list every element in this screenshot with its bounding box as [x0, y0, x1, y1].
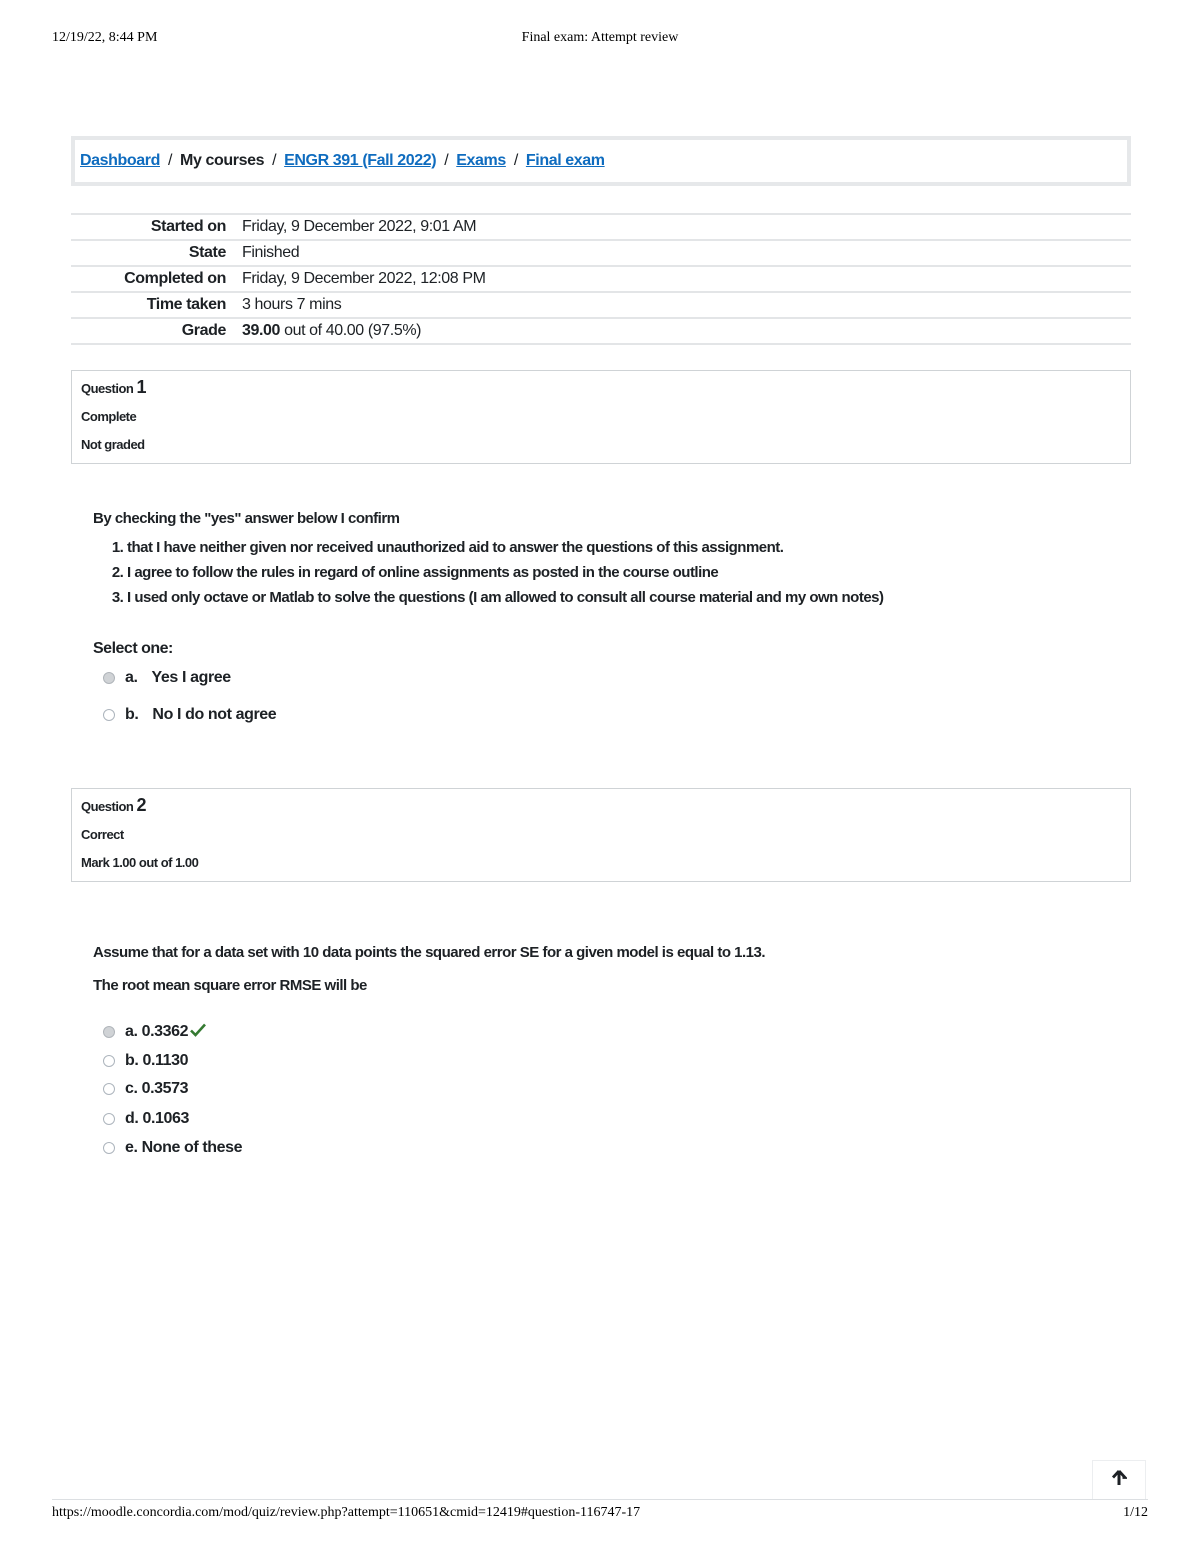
summary-label: Time taken	[146, 296, 226, 313]
print-url: https://moodle.concordia.com/mod/quiz/review.php?attempt=110651&cmid=12419#question-116747-17	[52, 1505, 641, 1520]
option-text: d. 0.1063	[125, 1110, 190, 1127]
question-2-heading	[81, 795, 146, 816]
question-1-heading	[81, 377, 146, 398]
option-text: c. 0.3573	[125, 1080, 189, 1097]
radio-button[interactable]	[103, 1026, 115, 1038]
attempt-summary-table	[71, 213, 1131, 345]
print-page-title: Final exam: Attempt review	[521, 30, 679, 45]
question-number: 1	[136, 377, 146, 397]
footer-divider	[52, 1499, 1148, 1500]
question-2-info	[71, 788, 1131, 882]
question-number: 2	[136, 795, 146, 815]
question-2-line-2: The root mean square error RMSE will be	[93, 977, 367, 994]
question-2-option-a[interactable]	[103, 1022, 206, 1042]
scroll-to-top-button[interactable]	[1092, 1460, 1146, 1500]
breadcrumb-final-exam[interactable]: Final exam	[525, 152, 605, 169]
option-letter: a.	[125, 669, 138, 686]
summary-value	[242, 318, 1131, 344]
summary-label: Completed on	[124, 270, 226, 287]
breadcrumb-my-courses: My courses	[180, 152, 265, 169]
question-label: Question	[81, 799, 134, 814]
question-2-line-1: Assume that for a data set with 10 data points the squared error SE for a given model is equal to 1.13.	[93, 944, 766, 961]
breadcrumb-separator: /	[272, 152, 277, 169]
question-1-option-a[interactable]	[103, 669, 231, 687]
option-text: a. 0.3362	[125, 1023, 189, 1040]
print-datetime: 12/19/22, 8:44 PM	[52, 30, 158, 45]
summary-value: Friday, 9 December 2022, 9:01 AM	[242, 218, 477, 235]
summary-value: Finished	[242, 244, 300, 261]
summary-row-started	[71, 214, 1131, 240]
radio-button[interactable]	[103, 672, 115, 684]
option-text: e. None of these	[125, 1139, 243, 1156]
breadcrumb-separator: /	[167, 152, 173, 169]
summary-value: 3 hours 7 mins	[242, 296, 342, 313]
summary-row-grade	[71, 318, 1131, 344]
question-2-option-e[interactable]	[103, 1139, 242, 1157]
question-2-option-c[interactable]	[103, 1080, 188, 1098]
question-2-option-d[interactable]	[103, 1110, 189, 1128]
radio-button[interactable]	[103, 709, 115, 721]
option-text: No I do not agree	[152, 706, 277, 723]
breadcrumb-container	[71, 136, 1131, 186]
arrow-up-icon	[1111, 1470, 1127, 1491]
grade-score: 39.00	[242, 322, 281, 339]
question-1-list	[93, 535, 884, 610]
summary-row-state	[71, 240, 1131, 266]
list-item: 2. I agree to follow the rules in regard of online assignments as posted in the course outline	[127, 560, 884, 585]
radio-button[interactable]	[103, 1142, 115, 1154]
option-text: b. 0.1130	[125, 1052, 189, 1069]
question-1-info	[71, 370, 1131, 464]
grade-out-of: out of 40.00 (97.5%)	[280, 322, 422, 339]
breadcrumb-exams[interactable]: Exams	[456, 152, 506, 169]
summary-row-completed	[71, 266, 1131, 292]
question-1-mark: Not graded	[81, 437, 145, 452]
question-label: Question	[81, 381, 134, 396]
question-2-text	[93, 936, 765, 1002]
list-item: 1. that I have neither given nor received unauthorized aid to answer the questions of this assignment.	[127, 535, 884, 560]
option-text: Yes I agree	[151, 669, 231, 686]
radio-button[interactable]	[103, 1083, 115, 1095]
summary-label: State	[188, 244, 226, 261]
summary-label: Started on	[150, 218, 226, 235]
breadcrumb-dashboard[interactable]: Dashboard	[80, 152, 160, 169]
breadcrumb-separator: /	[444, 152, 449, 169]
print-header	[52, 30, 1148, 50]
summary-label: Grade	[181, 322, 226, 339]
breadcrumb-separator: /	[513, 152, 518, 169]
breadcrumb-course[interactable]: ENGR 391 (Fall 2022)	[284, 152, 437, 169]
question-1-option-b[interactable]	[103, 706, 276, 724]
radio-button[interactable]	[103, 1055, 115, 1067]
radio-button[interactable]	[103, 1113, 115, 1125]
summary-row-time-taken	[71, 292, 1131, 318]
list-item: 3. I used only octave or Matlab to solve the questions (I am allowed to consult all course material and my own notes)	[127, 585, 884, 610]
question-1-text	[93, 510, 884, 610]
question-1-status: Complete	[81, 409, 137, 424]
question-1-intro: By checking the "yes" answer below I confirm	[93, 510, 400, 527]
question-2-mark: Mark 1.00 out of 1.00	[81, 855, 199, 870]
question-1-prompt: Select one:	[93, 640, 173, 657]
print-page-number: 1/12	[1123, 1505, 1148, 1520]
breadcrumb	[80, 152, 605, 170]
question-2-option-b[interactable]	[103, 1052, 188, 1070]
print-footer	[52, 1505, 1148, 1525]
summary-value: Friday, 9 December 2022, 12:08 PM	[242, 270, 486, 287]
question-2-status: Correct	[81, 827, 124, 842]
option-letter: b.	[125, 706, 139, 723]
check-icon	[190, 1022, 206, 1042]
